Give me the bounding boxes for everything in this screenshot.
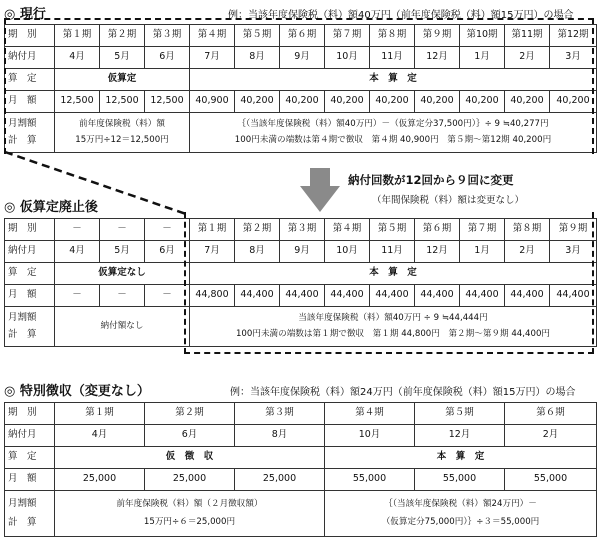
period-cell: 第１期 [55,403,145,425]
calc-provisional: 仮算定 [55,69,190,91]
month-cell: 9月 [280,47,325,69]
period-cell: 第７期 [325,25,370,47]
change-subcaption: （年間保険税（料）額は変更なし） [372,195,525,206]
amount-none: － [55,285,100,307]
amount-cell: 44,400 [460,285,505,307]
section-special-title: ◎ 特別徴収（変更なし） [4,384,150,399]
provisional-calc-note: 前年度保険税（料）額（２月徴収額） 15万円÷６＝25,000円 [55,491,325,537]
calc-main: 本 算 定 [190,263,597,285]
month-cell: 4月 [55,425,145,447]
month-cell: 4月 [55,241,100,263]
amount-cell: 25,000 [145,469,235,491]
month-cell: 3月 [550,47,597,69]
amount-cell: 55,000 [325,469,415,491]
main-calc-note: ｛（当該年度保険税（料）額40万円）－（仮算定分37,500円）｝÷ 9 ≒40,277円 100円未満の端数は第４期で徴収 第４期 40,900円 第５期～第12期 40,200円 [190,113,597,153]
amount-cell: 44,400 [415,285,460,307]
month-cell: 8月 [235,425,325,447]
calc-provisional-collection: 仮 徴 収 [55,447,325,469]
month-label: 納付月 [5,47,55,69]
calc-label: 算 定 [5,447,55,469]
section-abolished-title: ◎ 仮算定廃止後 [4,200,98,215]
no-payment-note: 納付額なし [55,307,190,347]
calc-label: 算 定 [5,69,55,91]
section-special-note: 例：当該年度保険税（料）額24万円（前年度保険税（料）額15万円）の場合 [230,387,576,398]
month-cell: 5月 [100,47,145,69]
amount-cell: 12,500 [145,91,190,113]
calc-row [5,447,597,469]
period-cell: 第５期 [415,403,505,425]
amount-cell: 40,200 [460,91,505,113]
amount-cell: 40,200 [370,91,415,113]
period-none: － [55,219,100,241]
section-current-note: 例：当該年度保険税（料）額40万円（前年度保険税（料）額15万円）の場合 [228,10,574,21]
month-cell: 11月 [370,47,415,69]
amount-cell: 55,000 [415,469,505,491]
period-cell: 第８期 [505,219,550,241]
split-label: 月割額 計 算 [5,307,55,347]
amount-cell: 44,800 [190,285,235,307]
month-cell: 3月 [550,241,597,263]
period-cell: 第６期 [505,403,597,425]
provisional-calc-note: 前年度保険税（料）額 15万円÷12＝12,500円 [55,113,190,153]
amount-cell: 25,000 [235,469,325,491]
period-cell: 第５期 [235,25,280,47]
amount-cell: 44,400 [325,285,370,307]
month-label: 納付月 [5,425,55,447]
month-cell: 5月 [100,241,145,263]
amount-cell: 12,500 [55,91,100,113]
period-cell: 第11期 [505,25,550,47]
period-cell: 第３期 [145,25,190,47]
period-row [5,403,597,425]
month-cell: 1月 [460,241,505,263]
period-cell: 第２期 [100,25,145,47]
amount-cell: 44,400 [235,285,280,307]
changed-region-outline-slant [0,150,200,216]
month-row [5,425,597,447]
amount-none: － [145,285,190,307]
period-cell: 第10期 [460,25,505,47]
period-label: 期 別 [5,25,55,47]
changed-region-outline-bottom [184,212,594,354]
calc-main: 本 算 定 [325,447,597,469]
amount-cell: 40,200 [325,91,370,113]
period-cell: 第２期 [145,403,235,425]
month-cell: 12月 [415,241,460,263]
period-cell: 第４期 [325,219,370,241]
month-cell: 4月 [55,47,100,69]
period-cell: 第７期 [460,219,505,241]
amount-label: 月 額 [5,285,55,307]
period-none: － [145,219,190,241]
amount-none: － [100,285,145,307]
month-cell: 10月 [325,47,370,69]
split-label: 月割額 計 算 [5,113,55,153]
month-cell: 10月 [325,241,370,263]
period-cell: 第１期 [190,219,235,241]
calc-label: 算 定 [5,263,55,285]
month-cell: 12月 [415,47,460,69]
amount-cell: 40,200 [235,91,280,113]
main-calc-note: 当該年度保険税（料）額40万円 ÷ 9 ≒44,444円 100円未満の端数は第１期で徴収 第１期 44,800円 第２期～第９期 44,400円 [190,307,597,347]
amount-row [5,469,597,491]
period-cell: 第４期 [190,25,235,47]
period-cell: 第３期 [280,219,325,241]
change-caption: 納付回数が12回から９回に変更 [348,173,514,187]
section-current-title: ◎ 現行 [4,7,46,22]
period-label: 期 別 [5,219,55,241]
amount-cell: 44,400 [550,285,597,307]
amount-cell: 40,200 [550,91,597,113]
month-cell: 6月 [145,47,190,69]
month-cell: 2月 [505,47,550,69]
month-cell: 7月 [190,241,235,263]
period-cell: 第３期 [235,403,325,425]
amount-label: 月 額 [5,91,55,113]
month-cell: 6月 [145,425,235,447]
month-cell: 10月 [325,425,415,447]
month-cell: 7月 [190,47,235,69]
calc-main: 本 算 定 [190,69,597,91]
month-cell: 8月 [235,47,280,69]
period-cell: 第９期 [550,219,597,241]
month-cell: 1月 [460,47,505,69]
period-cell: 第２期 [235,219,280,241]
month-cell: 12月 [415,425,505,447]
main-calc-note: ｛（当該年度保険税（料）額24万円）－ （仮算定分75,000円）｝÷３＝55,000円 [325,491,597,537]
period-cell: 第４期 [325,403,415,425]
period-cell: 第６期 [280,25,325,47]
period-cell: 第５期 [370,219,415,241]
period-cell: 第９期 [415,25,460,47]
calc-none: 仮算定なし [55,263,190,285]
period-label: 期 別 [5,403,55,425]
amount-cell: 40,200 [280,91,325,113]
period-cell: 第８期 [370,25,415,47]
month-cell: 6月 [145,241,190,263]
month-cell: 2月 [505,241,550,263]
month-cell: 8月 [235,241,280,263]
month-label: 納付月 [5,241,55,263]
split-label: 月割額 計 算 [5,491,55,537]
amount-cell: 44,400 [505,285,550,307]
amount-label: 月 額 [5,469,55,491]
month-cell: 9月 [280,241,325,263]
period-none: － [100,219,145,241]
down-arrow-icon [300,168,340,212]
amount-cell: 40,200 [505,91,550,113]
month-cell: 2月 [505,425,597,447]
amount-cell: 55,000 [505,469,597,491]
period-cell: 第６期 [415,219,460,241]
month-cell: 11月 [370,241,415,263]
amount-cell: 44,400 [370,285,415,307]
special-collection-table [4,402,597,537]
amount-cell: 40,900 [190,91,235,113]
amount-cell: 44,400 [280,285,325,307]
period-cell: 第12期 [550,25,597,47]
amount-cell: 12,500 [100,91,145,113]
period-cell: 第１期 [55,25,100,47]
changed-region-outline-top [4,18,594,154]
split-row [5,491,597,537]
amount-cell: 40,200 [415,91,460,113]
amount-cell: 25,000 [55,469,145,491]
